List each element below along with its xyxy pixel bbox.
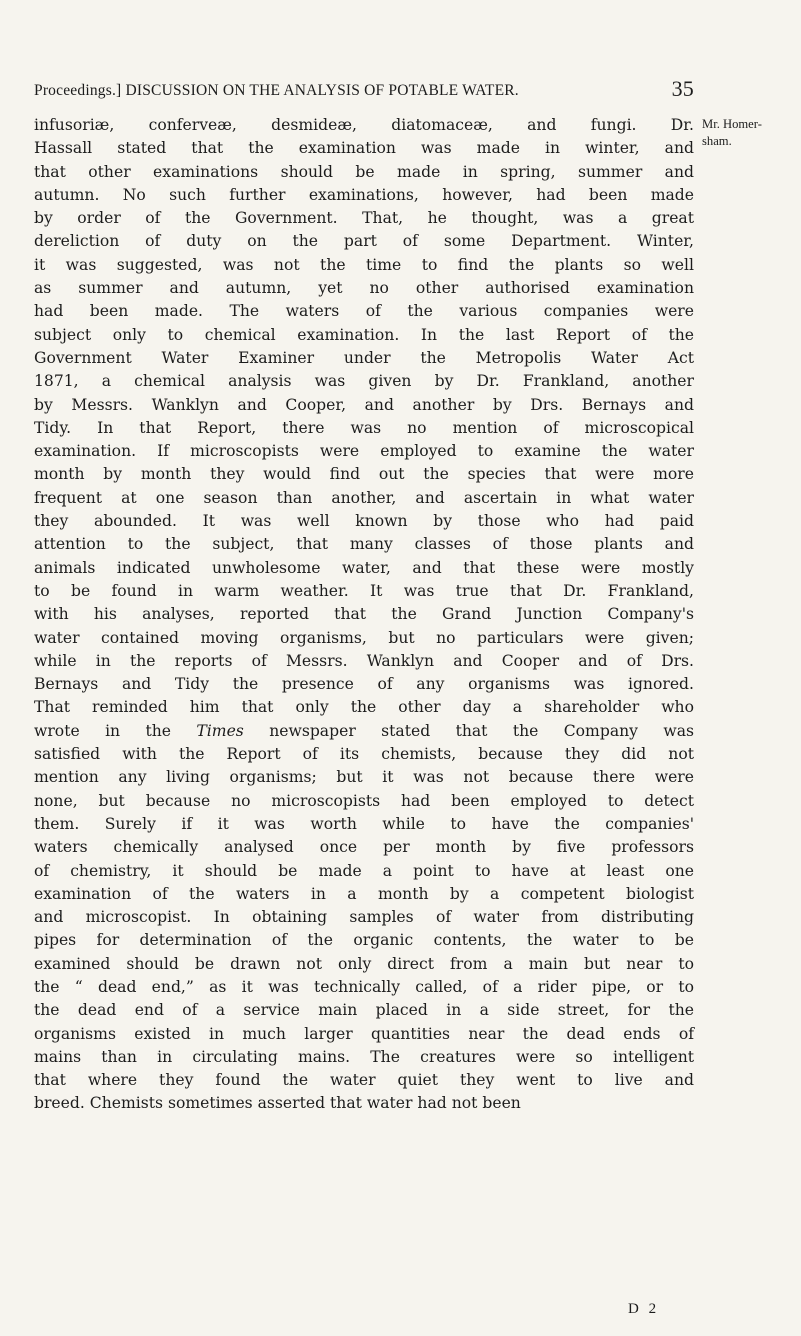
text-line: That reminded him that only the other day a shareholder who	[34, 698, 694, 717]
text-line: that where they found the water quiet they went to live and	[34, 1071, 694, 1090]
text-line: as summer and autumn, yet no other authorised examination	[34, 279, 694, 298]
text-line: satisfied with the Report of its chemists, because they did not	[34, 745, 694, 764]
text-line: autumn. No such further examinations, however, had been made	[34, 185, 694, 204]
text-line: the dead end of a service main placed in a side street, for the	[34, 1001, 694, 1020]
text-segment: newspaper stated that the Company was	[269, 721, 694, 740]
text-line: examination of the waters in a month by a competent biologist	[34, 884, 694, 903]
text-line: them. Surely if it was worth while to have the companies'	[34, 814, 694, 833]
page-number: 35	[671, 76, 694, 101]
text-line: Bernays and Tidy the presence of any organisms was ignored.	[34, 675, 694, 694]
text-line: of chemistry, it should be made a point to have at least one	[34, 861, 694, 880]
text-line: dereliction of duty on the part of some Department. Winter,	[34, 232, 694, 251]
body-paragraph	[34, 114, 694, 1116]
text-line: with his analyses, reported that the Grand Junction Company's	[34, 605, 694, 624]
text-line: it was suggested, was not the time to find the plants so well	[34, 255, 694, 274]
text-line: infusoriæ, conferveæ, desmideæ, diatomaceæ, and fungi. Dr.	[34, 116, 694, 134]
text-segment: wrote in the	[34, 721, 172, 740]
text-line: mains than in circulating mains. The creatures were so intelligent	[34, 1047, 694, 1066]
text-line: mention any living organisms; but it was not because there were	[34, 768, 694, 787]
text-line: while in the reports of Messrs. Wanklyn and Cooper and of Drs.	[34, 651, 694, 670]
margin-note-speaker	[702, 116, 801, 149]
newspaper-title: Times	[196, 721, 244, 740]
text-line: the “ dead end,” as it was technically called, of a rider pipe, or to	[34, 977, 694, 996]
text-line: by order of the Government. That, he thought, was a great	[34, 209, 694, 228]
text-line: waters chemically analysed once per month by five professors	[34, 838, 694, 857]
text-line: examined should be drawn not only direct from a main but near to	[34, 954, 694, 973]
text-line: attention to the subject, that many classes of those plants and	[34, 535, 694, 554]
text-line: Hassall stated that the examination was made in winter, and	[34, 139, 694, 158]
text-line: had been made. The waters of the various companies were	[34, 302, 694, 321]
text-line: and microscopist. In obtaining samples of water from distributing	[34, 908, 694, 927]
text-line: that other examinations should be made in spring, summer and	[34, 162, 694, 181]
text-line: they abounded. It was well known by those who had paid	[34, 512, 694, 531]
text-line: to be found in warm weather. It was true that Dr. Frankland,	[34, 581, 694, 600]
text-line: examination. If microscopists were employed to examine the water	[34, 442, 694, 461]
text-line: animals indicated unwholesome water, and that these were mostly	[34, 558, 694, 577]
text-line: none, but because no microscopists had been employed to detect	[34, 791, 694, 810]
text-line: frequent at one season than another, and ascertain in what water	[34, 488, 694, 507]
text-line: water contained moving organisms, but no particulars were given;	[34, 628, 694, 647]
text-line: month by month they would find out the species that were more	[34, 465, 694, 484]
signature-mark: D 2	[628, 1301, 660, 1317]
text-line	[34, 720, 694, 743]
text-line: Tidy. In that Report, there was no mention of microscopical	[34, 418, 694, 437]
text-line: 1871, a chemical analysis was given by Dr. Frankland, another	[34, 372, 694, 391]
text-line: pipes for determination of the organic contents, the water to be	[34, 931, 694, 950]
text-line: Government Water Examiner under the Metropolis Water Act	[34, 348, 694, 367]
text-line: breed. Chemists sometimes asserted that water had not been	[34, 1094, 521, 1113]
text-line: by Messrs. Wanklyn and Cooper, and another by Drs. Bernays and	[34, 395, 694, 414]
text-line: organisms existed in much larger quantities near the dead ends of	[34, 1024, 694, 1043]
margin-note-line: sham.	[702, 133, 732, 148]
text-line: subject only to chemical examination. In the last Report of the	[34, 325, 694, 344]
running-head-title: Proceedings.] DISCUSSION ON THE ANALYSIS OF POTABLE WATER.	[34, 82, 519, 99]
margin-note-line: Mr. Homer-	[702, 117, 762, 131]
